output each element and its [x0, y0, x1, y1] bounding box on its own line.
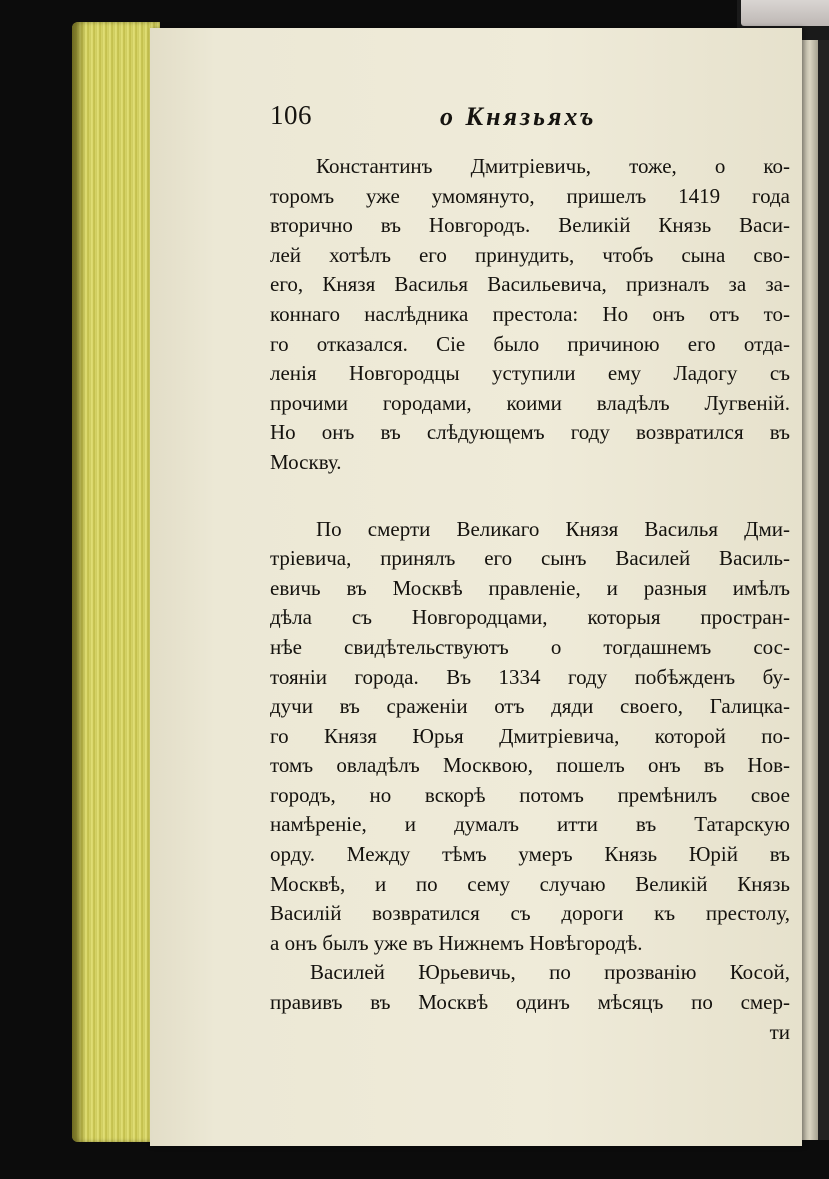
text-line: По смерти Великаго Князя Василья Дми- — [316, 516, 790, 541]
text-line: Москву. — [270, 449, 342, 474]
text-line: тріевича, принялъ его сынъ Василей Василь- — [270, 546, 790, 571]
text-line: намѣреніе, и думалъ итти въ Татарскую — [270, 812, 790, 837]
text-line: а онъ былъ уже въ Нижнемъ Новѣгородѣ. — [270, 930, 643, 955]
text-line: Константинъ Дмитріевичь, тоже, о ко- — [316, 154, 790, 178]
text-line: го Князя Юрья Дмитріевича, которой по- — [270, 723, 790, 748]
text-line: Василей Юрьевичь, по прозванію Косой, — [310, 960, 790, 985]
catchword: ти — [769, 1019, 790, 1044]
text-line: томъ овладѣлъ Москвою, пошелъ онъ въ Нов- — [270, 753, 790, 778]
text-line: торомъ уже умомянуто, пришелъ 1419 года — [270, 183, 790, 208]
text-line: тояніи города. Въ 1334 году побѣжденъ бу- — [270, 664, 790, 689]
page-number: 106 — [270, 100, 312, 130]
text-line: го отказался. Сіе было причиною его отда- — [270, 331, 790, 356]
text-line: Москвѣ, и по сему случаю Великій Князь — [270, 871, 790, 896]
text-line: дучи въ сраженіи отъ дяди своего, Галицка- — [270, 694, 790, 719]
text-line: орду. Между тѣмъ умеръ Князь Юрій въ — [270, 842, 790, 867]
text-line: нѣе свидѣтельствуютъ о тогдашнемъ сос- — [270, 634, 790, 659]
page-header — [270, 100, 640, 134]
text-line: его, Князя Василья Васильевича, призналъ за за- — [270, 272, 790, 297]
body-text — [270, 152, 790, 1047]
text-line: лей хотѣлъ его принудить, чтобъ сына сво- — [270, 242, 790, 267]
text-line: вторично въ Новгородъ. Великій Князь Васи- — [270, 213, 790, 238]
text-line: Василій возвратился съ дороги къ престолу, — [270, 901, 790, 926]
text-line: прочими городами, коими владѣлъ Лугвеній. — [270, 390, 790, 415]
text-line: городъ, но вскорѣ потомъ премѣнилъ свое — [270, 782, 790, 807]
paragraph-1 — [270, 152, 790, 478]
text-line: дѣла съ Новгородцами, которыя простран- — [270, 605, 790, 630]
text-line: ленія Новгородцы уступили ему Ладогу съ — [270, 361, 790, 386]
text-line: коннаго наслѣдника престола: Но онъ отъ то- — [270, 301, 790, 326]
text-line: Но онъ въ слѣдующемъ году возвратился въ — [270, 420, 790, 445]
text-line: евичь въ Москвѣ правленіе, и разныя имѣлъ — [270, 575, 790, 600]
scanner-background-tab — [741, 0, 829, 26]
paragraph-2 — [270, 515, 790, 1048]
book-cover-edge — [818, 40, 829, 1140]
book-page-edges — [72, 22, 160, 1142]
paragraph-gap — [270, 478, 790, 515]
text-line: правивъ въ Москвѣ одинъ мѣсяцъ по смер- — [270, 990, 790, 1015]
running-head: о Князьяхъ — [440, 102, 597, 131]
